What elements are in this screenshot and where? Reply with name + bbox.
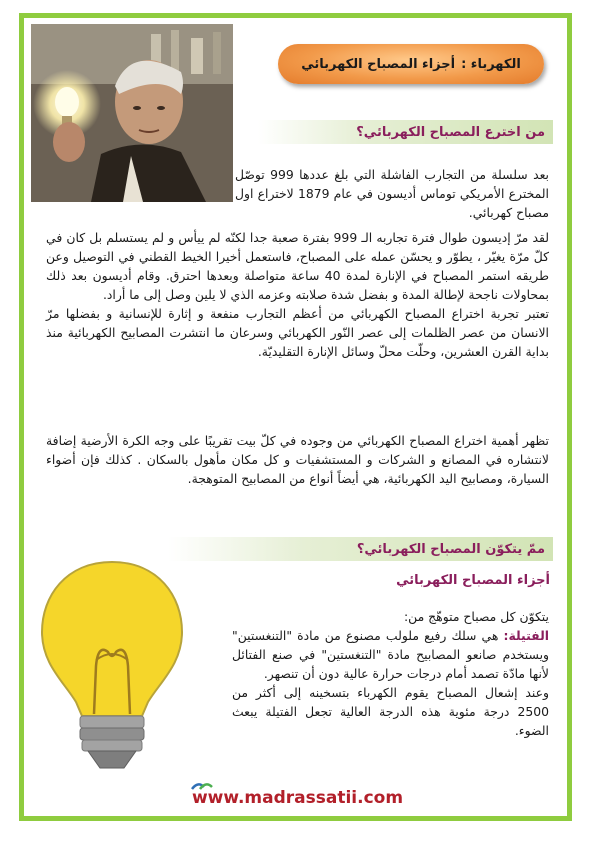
section-heading-parts [168,537,553,561]
footer-url[interactable]: www.madrassatii.com [191,788,404,808]
paragraph-text: بعد سلسلة من التجارب الفاشلة التي بلغ عددها 999 توصّل المخترع الأمريكي توماس أديسون في عام 1879 لاختراع اول مصباح كهربائي. [235,167,549,220]
heat-paragraph: وعند إشعال المصباح يقوم الكهرباء بتسخينه إلى أكثر من 2500 درجة مئوية هذه الدرجة العالية تجعل الفتيلة يبعث الضوء. [232,685,549,738]
subsection-title: أجزاء المصباح الكهربائي [396,573,550,588]
paragraph-edison-struggle: لقد مرّ إديسون طوال فترة تجاربه الـ 999 بفترة صعبة جدا لكنّه لم ييأس و لم يستسلم بل كان في كلّ مرّة يغيّر ، يطوّر و يحسّن عمله على المصباح، فاستعمل أخيرا الخيط القطني في التوصيل وعن طريقه استمر المصباح في الإنارة لمدة 40 ساعة متواصلة وبعدها احترق. وقام أديسون بعد ذلك بمحاولات ناجحة لإطالة المدة و بفضل شدة صلابته وعزمه الذي لا يلين وصل إلى ما أراد. [46,230,549,302]
lesson-title-banner [278,44,544,84]
section-heading-inventor [258,120,553,144]
lesson-subject: الكهرباء : [461,56,521,72]
paragraph-text: تظهر أهمية اختراع المصباح الكهربائي من وجوده في كلّ بيت تقريبًا على وجه الكرة الأرضية إضافة لانتشاره في المصانع و الشركات و المستشفيات و كل مكان مأهول بالسكان . كذلك فإن أضواء السيارة، ومصابيح اليد الكهربائية، هي أيضاً أنواع من المصابيح المتوهجة. [46,433,549,486]
paragraph-usage [46,431,549,488]
section-heading-text: ممّ يتكوّن المصباح الكهربائي؟ [356,541,545,557]
edison-portrait [31,24,233,202]
paragraph-block [46,228,549,361]
lesson-topic: أجزاء المصباح الكهربائي [301,56,456,72]
section-heading-text: من اخترع المصباح الكهربائي؟ [356,124,545,140]
parts-description [232,607,549,740]
parts-intro: يتكوّن كل مصباح متوهّج من: [403,609,549,624]
filament-text: هي سلك رفيع ملولب مصنوع من مادة "التنغستين" ويستخدم صانعو المصابيح مادة "التنغستين" في صنع الفتائل لأنها مادّة تصمد أمام درجات حرارة عالية دون أن تنصهر. [232,628,549,681]
filament-label: الفتيلة: [503,628,549,643]
light-bulb-icon [36,556,188,774]
paragraph-intro [235,165,549,222]
paragraph-invention-importance: تعتبر تجربة اختراع المصباح الكهربائي من أعظم التجارب منفعة و إثارة للإنسانية و بفضلها مرّ الانسان من عصر الظلمات إلى عصر النّور الكهربائي وسرعان ما انتشرت المصابيح الكهربائية منذ بداية القرن العشرين، وحلّت محلّ وسائل الإنارة التقليديّة. [46,306,549,359]
filament-paragraph [232,626,549,683]
